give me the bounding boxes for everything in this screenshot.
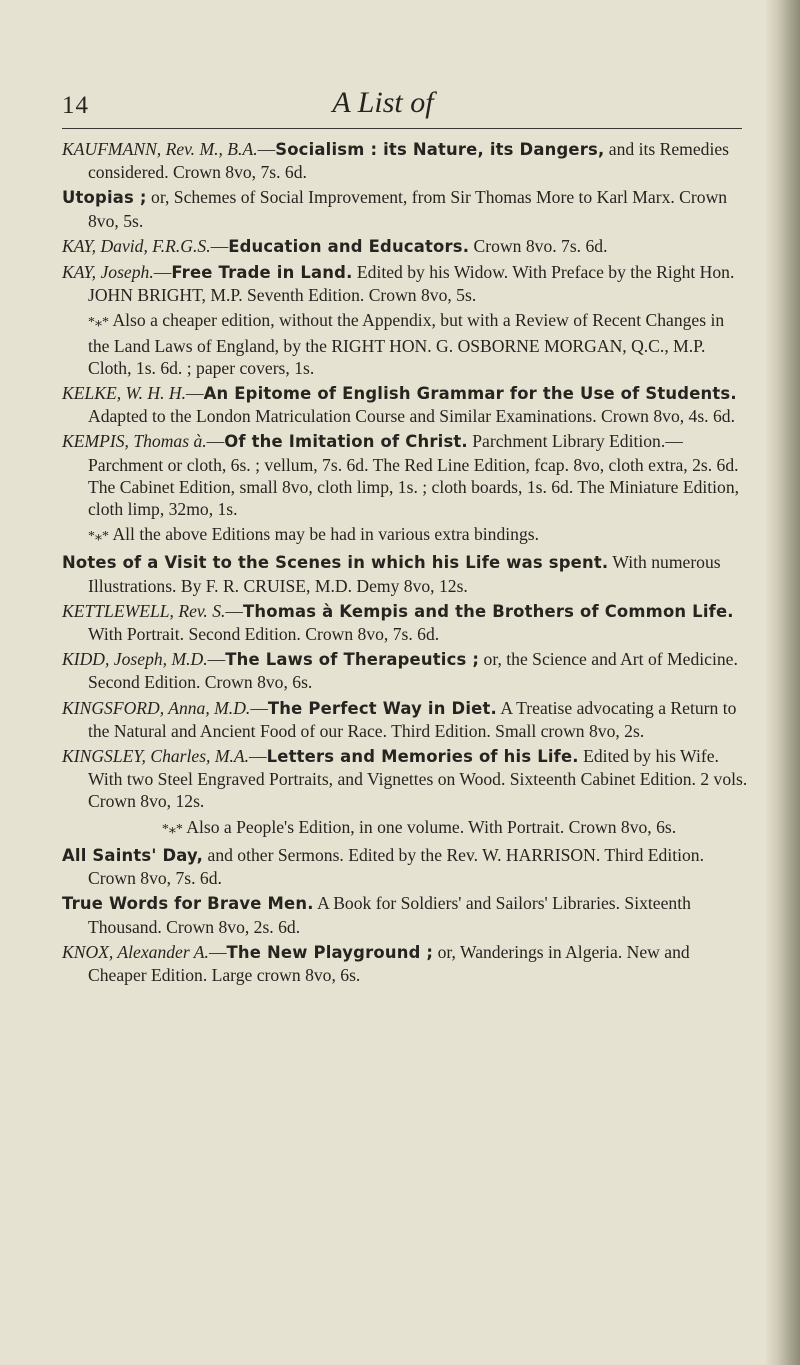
entry-title: Letters and Memories of his Life. xyxy=(266,747,579,767)
entry-note xyxy=(62,309,750,379)
entry-details: Adapted to the London Matriculation Course and Similar Examinations. Crown 8vo, 4s. 6d. xyxy=(88,406,735,427)
entry-title: Socialism : its Nature, its Dangers, xyxy=(275,140,605,159)
entry-details: With Portrait. Second Edition. Crown 8vo, 7s. 6d. xyxy=(88,624,440,645)
entry-title: The Perfect Way in Diet. xyxy=(267,698,497,718)
page-edge-shadow xyxy=(766,0,800,1365)
entry-details: With numerous Illustrations. By F. R. CRUISE, M.D. Demy 8vo, 12s. xyxy=(88,552,721,596)
catalogue-entries xyxy=(62,138,750,989)
entry-author: KEMPIS, Thomas à. xyxy=(62,431,207,452)
entry-author: KAY, Joseph. xyxy=(62,262,154,283)
entry-details: Edited by his Widow. With Preface by the Right Hon. JOHN BRIGHT, M.P. Seventh Edition. Crown 8vo, 5s. xyxy=(88,262,735,306)
entry-title: All Saints' Day, xyxy=(62,845,204,865)
entry-title: Notes of a Visit to the Scenes in which his Life was spent. xyxy=(62,553,609,573)
catalogue-entry xyxy=(62,844,750,889)
page-number: 14 xyxy=(62,92,89,119)
entry-author: KNOX, Alexander A. xyxy=(62,941,209,962)
catalogue-entry: KETTLEWELL, Rev. S.—Thomas à Kempis and the Brothers of Common Life. With Portrait. Second Edition. Crown 8vo, 7s. 6d. xyxy=(62,600,734,645)
entry-details: Parchment Library Edition.—Parchment or cloth, 6s. ; vellum, 7s. 6d. The Red Line Edition, fcap. 8vo, cloth extra, 2s. 6d. The Cabinet Edition, small 8vo, cloth limp, 1s. ; cloth boards, 1s. 6d. The Miniature Edition, cloth limp, 32mo, 1s. xyxy=(88,431,740,520)
catalogue-entry: KAY, Joseph.—Free Trade in Land. Edited by his Widow. With Preface by the Right Hon. JOHN BRIGHT, M.P. Seventh Edition. Crown 8vo, 5s. xyxy=(62,262,735,306)
entry-details: A Treatise advocating a Return to the Natural and Ancient Food of our Race. Third Edition. Small crown 8vo, 2s. xyxy=(88,697,737,741)
entry-author: KAY, David, F.R.G.S. xyxy=(62,235,211,256)
entry-title: Thomas à Kempis and the Brothers of Common Life. xyxy=(243,601,734,621)
entry-details: A Book for Soldiers' and Sailors' Libraries. Sixteenth Thousand. Crown 8vo, 2s. 6d. xyxy=(88,893,691,937)
asterism-icon: *⁎* xyxy=(88,315,109,331)
entry-note xyxy=(62,816,750,841)
catalogue-entry: KIDD, Joseph, M.D.—The Laws of Therapeutics ; or, the Science and Art of Medicine. Second Edition. Crown 8vo, 6s. xyxy=(62,649,738,693)
entry-details: or, Wanderings in Algeria. New and Cheaper Edition. Large crown 8vo, 6s. xyxy=(88,941,690,985)
entry-title: Education and Educators. xyxy=(228,236,470,256)
note-text: Also a cheaper edition, without the Appendix, but with a Review of Recent Changes in the Land Laws of England, by the RIGHT HON. G. OSBORNE MORGAN, Q.C., M.P. Cloth, 1s. 6d. ; paper covers, 1s. xyxy=(88,310,725,378)
catalogue-entry: KINGSLEY, Charles, M.A.—Letters and Memories of his Life. Edited by his Wife. With two Steel Engraved Portraits, and Vignettes on Wood. Sixteenth Cabinet Edition. 2 vols. Crown 8vo, 12s. xyxy=(62,746,748,812)
note-text: Also a People's Edition, in one volume. With Portrait. Crown 8vo, 6s. xyxy=(186,816,677,837)
entry-author: KELKE, W. H. H. xyxy=(62,383,186,404)
catalogue-entry xyxy=(62,892,750,937)
entry-details: Edited by his Wife. With two Steel Engraved Portraits, and Vignettes on Wood. Sixteenth Cabinet Edition. 2 vols. Crown 8vo, 12s. xyxy=(88,746,748,812)
entry-title: Utopias ; xyxy=(62,188,147,208)
header-rule xyxy=(62,128,742,129)
entry-author: KINGSFORD, Anna, M.D. xyxy=(62,697,251,718)
catalogue-entry xyxy=(62,186,750,231)
entry-author: KETTLEWELL, Rev. S. xyxy=(62,600,226,621)
entry-title: The Laws of Therapeutics ; xyxy=(225,650,480,670)
entry-author: KAUFMANN, Rev. M., B.A. xyxy=(62,139,258,159)
entry-details: and other Sermons. Edited by the Rev. W. HARRISON. Third Edition. Crown 8vo, 7s. 6d. xyxy=(88,844,705,889)
catalogue-entry: KAUFMANN, Rev. M., B.A.—Socialism : its Nature, its Dangers, and its Remedies considered. Crown 8vo, 7s. 6d. xyxy=(62,139,730,183)
entry-note xyxy=(62,523,750,548)
entry-title: True Words for Brave Men. xyxy=(62,894,314,914)
entry-author: KIDD, Joseph, M.D. xyxy=(62,649,208,670)
entry-details: or, Schemes of Social Improvement, from Sir Thomas More to Karl Marx. Crown 8vo, 5s. xyxy=(88,187,728,231)
entry-details: and its Remedies considered. Crown 8vo, 7s. 6d. xyxy=(88,139,730,183)
entry-title: Of the Imitation of Christ. xyxy=(224,432,468,452)
asterism-icon: *⁎* xyxy=(88,529,109,545)
entry-title: Free Trade in Land. xyxy=(171,263,353,283)
note-text: All the above Editions may be had in various extra bindings. xyxy=(112,524,540,545)
catalogue-entry: KINGSFORD, Anna, M.D.—The Perfect Way in Diet. A Treatise advocating a Return to the Natural and Ancient Food of our Race. Third Edition. Small crown 8vo, 2s. xyxy=(62,697,737,741)
running-title: A List of xyxy=(332,86,434,119)
catalogue-entry: KEMPIS, Thomas à.—Of the Imitation of Christ. Parchment Library Edition.—Parchment or cloth, 6s. ; vellum, 7s. 6d. The Red Line Edition, fcap. 8vo, cloth extra, 2s. 6d. The Cabinet Edition, small 8vo, cloth limp, 1s. ; cloth boards, 1s. 6d. The Miniature Edition, cloth limp, 32mo, 1s. xyxy=(62,431,740,520)
entry-details: or, the Science and Art of Medicine. Second Edition. Crown 8vo, 6s. xyxy=(88,649,738,693)
entry-author: KINGSLEY, Charles, M.A. xyxy=(62,746,250,767)
entry-details: Crown 8vo. 7s. 6d. xyxy=(469,235,608,256)
catalogue-entry: KNOX, Alexander A.—The New Playground ; or, Wanderings in Algeria. New and Cheaper Edition. Large crown 8vo, 6s. xyxy=(62,941,690,985)
catalogue-entry xyxy=(62,551,750,596)
catalogue-entry: KAY, David, F.R.G.S.—Education and Educators. Crown 8vo. 7s. 6d. xyxy=(62,235,608,256)
catalogue-entry: KELKE, W. H. H.—An Epitome of English Grammar for the Use of Students. Adapted to the London Matriculation Course and Similar Examinations. Crown 8vo, 4s. 6d. xyxy=(62,383,737,427)
entry-title: An Epitome of English Grammar for the Use of Students. xyxy=(203,384,737,404)
asterism-icon: *⁎* xyxy=(161,821,183,837)
entry-title: The New Playground ; xyxy=(226,942,434,962)
